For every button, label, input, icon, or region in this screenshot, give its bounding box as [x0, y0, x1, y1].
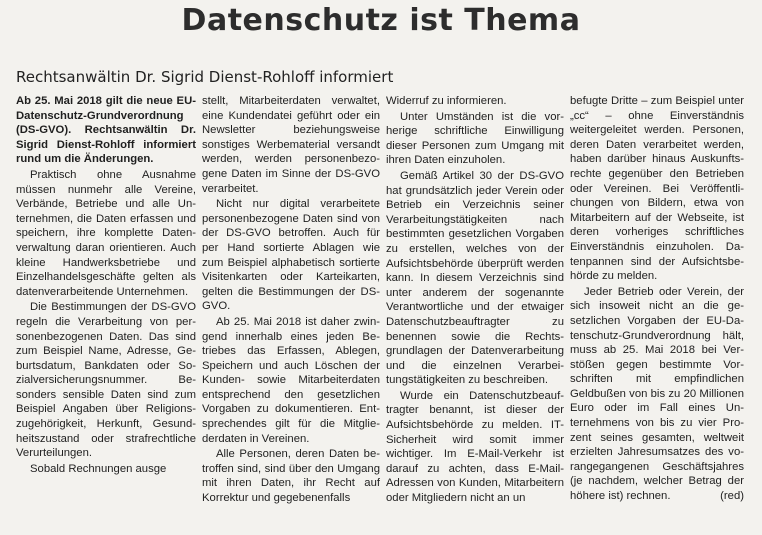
paragraph-text: Jeder Betrieb oder Verein, der sich insoweit nicht an die gesetzlichen Vorgaben der EU-Datenschutz-Grundverordnung hält, muss ab 25. Mai 2018 bei Verstößen gegen bestimmte Vorschriften mit empfindlichen Geldbußen von bis zu 20 Millionen Euro oder im Fall eines Unternehmens von bis zu vier Prozent seines gesamten, weltweit erzielten Jahresumsatzes des vorangegangenen Geschäftsjahres (je nachdem, welcher Betrag der höhere ist) rechnen.	[570, 285, 744, 503]
paragraph: Alle Personen, deren Daten betroffen sind, sind über den Umgang mit ihren Daten, ihr Recht auf Korrektur und gegebenenfalls	[202, 448, 380, 505]
paragraph: Gemäß Artikel 30 der DS-GVO hat grundsätzlich jeder Verein oder Betrieb ein Verzeichnis seiner Verarbeitungstätigkeiten nach bestimmten gesetzlichen Vorgaben zu erstellen, welches von der Aufsichtsbehörde überprüft werden kann. In diesem Verzeichnis sind unter anderem der sogenannte Verantwortliche und der etwaiger Datenschutzbeauftragter zu benennen sowie die Rechtsgrundlagen der Datenverarbeitung und die einzelnen Verarbeitungstätigkeiten zu beschreiben.	[386, 169, 564, 387]
paragraph: stellt, Mitarbeiterdaten verwaltet, eine Kundendatei geführt oder ein Newsletter beziehungsweise sonstiges Werbematerial versandt werden, werden personenbezogene Daten im Sinne der DS-GVO verarbeitet.	[202, 95, 380, 195]
paragraph: Praktisch ohne Ausnahme müssen nunmehr alle Vereine, Verbände, Betriebe und alle Unternehmen, die Daten erfassen und speichern, ihre komplette Datenverwaltung daran orientieren. Auch kleine Handwerksbetriebe und Einzelhandelsgeschäfte gelten als datenverarbeitende Unternehmen.	[16, 168, 196, 298]
paragraph: befugte Dritte – zum Beispiel unter „cc“ – ohne Einverständnis weitergeleitet werden. Personen, deren Daten verarbeitet werden, haben darüber hinaus Auskunftsrechte gegenüber den Betrieben oder Vereinen. Bei Veröffentlichungen von Bildern, etwa von Mitarbeitern auf der Webseite, ist deren vorheriges schriftliches Einverständnis einzuholen. Datenpannen sind der Aufsichtsbehörde zu melden.	[570, 95, 744, 283]
paragraph: Die Bestimmungen der DS-GVO regeln die Verarbeitung von personenbezogenen Daten. Das sind zum Beispiel Name, Adresse, Geburtsdatum, Bankdaten oder Sozialversicherungsnummer. Besonders sensible Daten sind zum Beispiel Angaben über Religionszugehörigkeit, Herkunft, Gesundheitszustand oder strafrechtliche Verurteilungen.	[16, 301, 196, 460]
paragraph	[570, 285, 744, 504]
article-title: Datenschutz ist Thema	[181, 3, 581, 38]
article-lead: Ab 25. Mai 2018 gilt die neue EU-Datenschutz-Grundverordnung (DS-GVO). Rechtsanwältin Dr. Sigrid Dienst-Rohloff informiert rund um die Änderungen.	[16, 95, 196, 166]
article-column-1	[16, 94, 196, 534]
article-subtitle: Rechtsanwältin Dr. Sigrid Dienst-Rohloff informiert	[16, 68, 394, 86]
article-column-4	[570, 94, 744, 534]
author-signature: (red)	[720, 490, 744, 503]
article-column-3	[386, 94, 564, 534]
paragraph: Widerruf zu informieren.	[386, 95, 507, 107]
paragraph: Ab 25. Mai 2018 ist daher zwingend innerhalb eines jeden Betriebes das Erfassen, Ablegen, Speichern und auch Löschen der Kunden- sowie Mitarbeiterdaten entsprechend den gesetzlichen Vorgaben zu dokumentieren. Entsprechendes gilt für die Mitgliederdaten in Vereinen.	[202, 315, 380, 445]
paragraph: Sobald Rechnungen ausge	[30, 462, 167, 475]
paragraph: Wurde ein Datenschutzbeauftragter benannt, ist dieser der Aufsichtsbehörde zu melden. IT-Sicherheit wird somit immer wichtiger. Im E-Mail-Verkehr ist darauf zu achten, dass E-Mail-Adressen von Kunden, Mitarbeitern oder Mitgliedern nicht an un	[386, 389, 564, 505]
article-column-2	[202, 94, 380, 534]
paragraph: Unter Umständen ist die vorherige schriftliche Einwilligung dieser Personen zum Umgang mit ihren Daten einzuholen.	[386, 110, 564, 167]
paragraph: Nicht nur digital verarbeitete personenbezogene Daten sind von der DS-GVO betroffen. Auch für per Hand sortierte Ablagen wie zum Beispiel alphabetisch sortierte Visitenkarten oder Karteikarten, gelten die Bestimmungen der DS-GVO.	[202, 198, 380, 313]
